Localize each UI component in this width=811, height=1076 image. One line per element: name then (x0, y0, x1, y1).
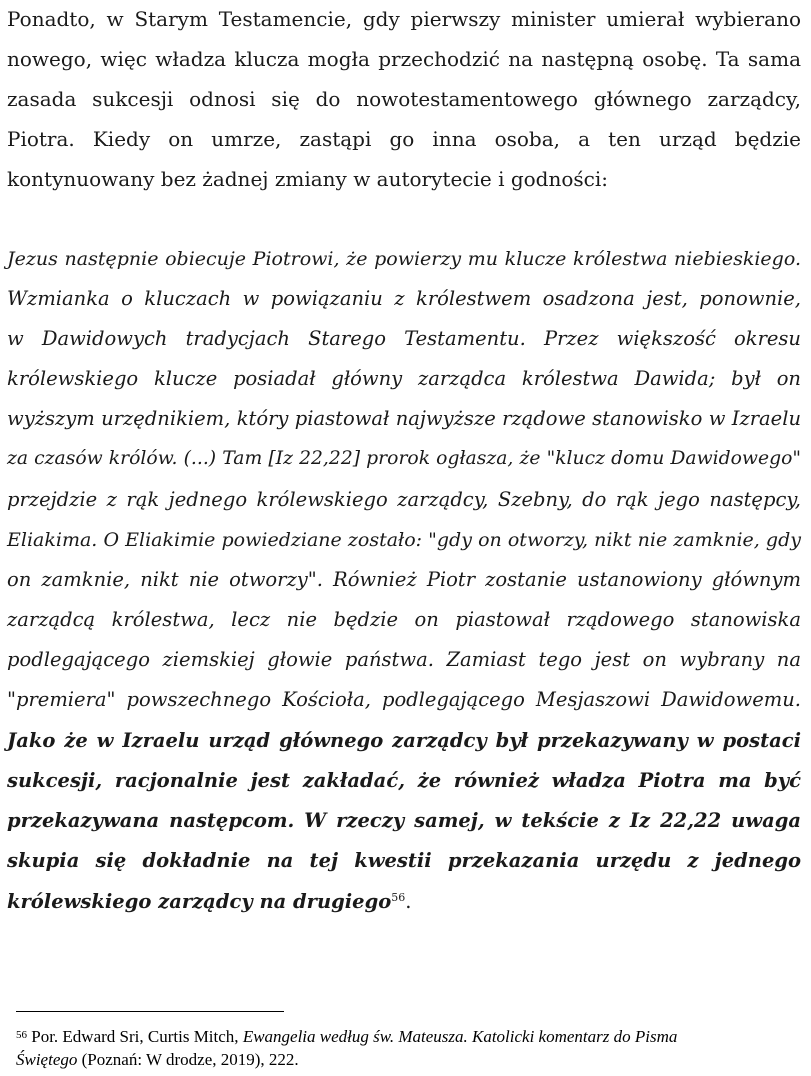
paragraph-line: nowego, więc władza klucza mogła przechodzić na następną osobę. Ta sama (7, 47, 801, 71)
quote-line: w Dawidowych tradycjach Starego Testamentu. Przez większość okresu (7, 327, 801, 350)
end-punctuation: . (405, 890, 412, 913)
paragraph-line: Ponadto, w Starym Testamencie, gdy pierwszy minister umierał wybierano (7, 7, 801, 31)
quote-line: on zamknie, nikt nie otworzy". Również Piotr zostanie ustanowiony głównym (7, 568, 801, 591)
footnote-separator (16, 1011, 284, 1012)
paragraph-line: Piotra. Kiedy on umrze, zastąpi go inna osoba, a ten urząd będzie (7, 127, 801, 151)
bold-line-text: królewskiego zarządcy na drugiego (7, 890, 392, 913)
footnote-title-cont: Świętego (16, 1050, 78, 1069)
quote-line: podlegającego ziemskiej głowie państwa. Zamiast tego jest on wybrany na (7, 648, 801, 671)
footnote-number: 56 (16, 1029, 27, 1041)
bold-line: przekazywana następcom. W rzeczy samej, w tekście z Iz 22,22 uwaga (7, 809, 801, 832)
footnote-line (16, 1049, 299, 1071)
footnote-authors: Por. Edward Sri, Curtis Mitch, (27, 1027, 243, 1046)
bold-line-last (7, 887, 801, 917)
quote-line: wyższym urzędnikiem, który piastował najwyższe rządowe stanowisko w Izraelu (7, 407, 801, 430)
quote-line: królewskiego klucze posiadał główny zarządca królestwa Dawida; był on (7, 367, 801, 390)
bold-line: Jako że w Izraelu urząd głównego zarządcy był przekazywany w postaci (7, 729, 801, 752)
footnote-line (16, 1026, 677, 1048)
quote-line: "premiera" powszechnego Kościoła, podlegającego Mesjaszowi Dawidowemu. (7, 688, 801, 711)
quote-line: Eliakima. O Eliakimie powiedziane zostało: "gdy on otworzy, nikt nie zamknie, gdy (7, 529, 801, 551)
footnote-publication: (Poznań: W drodze, 2019), 222. (77, 1050, 299, 1069)
bold-line: skupia się dokładnie na tej kwestii przekazania urzędu z jednego (7, 849, 801, 872)
quote-line: przejdzie z rąk jednego królewskiego zarządcy, Szebny, do rąk jego następcy, (7, 488, 801, 511)
paragraph-line: zasada sukcesji odnosi się do nowotestamentowego głównego zarządcy, (7, 87, 801, 111)
quote-line: Jezus następnie obiecuje Piotrowi, że powierzy mu klucze królestwa niebieskiego. (7, 248, 801, 270)
quote-line: za czasów królów. (...) Tam [Iz 22,22] prorok ogłasza, że "klucz domu Dawidowego" (7, 448, 801, 469)
footnote-reference[interactable]: 56 (391, 891, 406, 904)
footnote-title: Ewangelia według św. Mateusza. Katolicki komentarz do Pisma (242, 1027, 678, 1046)
quote-line: zarządcą królestwa, lecz nie będzie on piastował rządowego stanowiska (7, 608, 801, 631)
paragraph-line: kontynuowany bez żadnej zmiany w autorytecie i godności: (7, 167, 608, 191)
bold-line: sukcesji, racjonalnie jest zakładać, że również władza Piotra ma być (7, 769, 801, 792)
quote-line: Wzmianka o kluczach w powiązaniu z królestwem osadzona jest, ponownie, (7, 287, 801, 310)
